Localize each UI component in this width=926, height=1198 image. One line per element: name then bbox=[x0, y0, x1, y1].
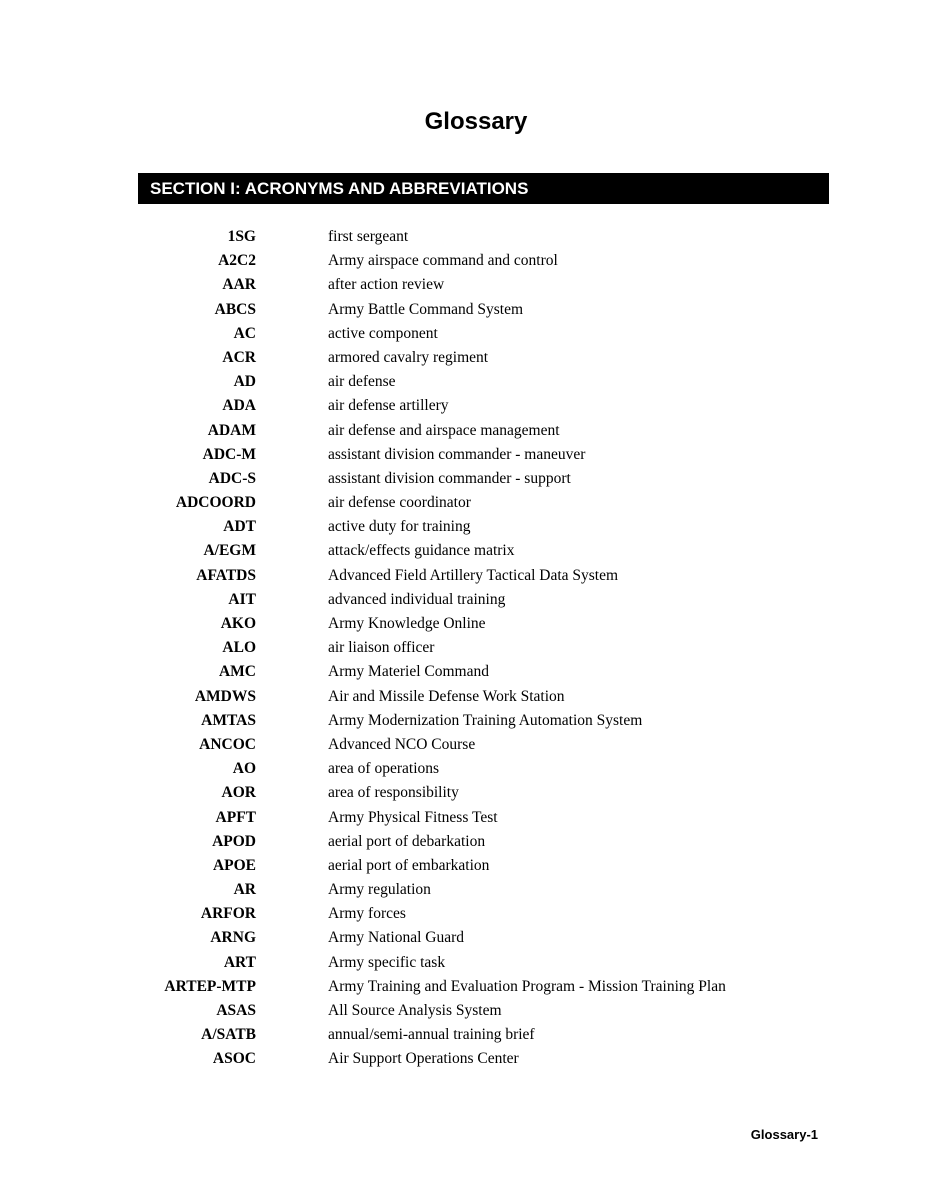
glossary-entry bbox=[0, 999, 926, 1023]
glossary-term: AOR bbox=[221, 784, 256, 802]
glossary-term: ASOC bbox=[212, 1050, 256, 1068]
glossary-term: AKO bbox=[220, 615, 256, 632]
glossary-definition: Advanced Field Artillery Tactical Data System bbox=[328, 566, 619, 584]
glossary-definition: area of operations bbox=[328, 760, 440, 778]
glossary-term: 1SG bbox=[227, 228, 256, 245]
glossary-entry bbox=[0, 249, 926, 273]
glossary-term: AIT bbox=[228, 590, 256, 608]
glossary-term: ADT bbox=[223, 518, 256, 536]
glossary-term: AMDWS bbox=[194, 687, 256, 705]
glossary-entry bbox=[0, 298, 926, 322]
glossary-term: ADCOORD bbox=[175, 494, 256, 512]
glossary-entry bbox=[0, 322, 926, 346]
glossary-term: AFATDS bbox=[196, 566, 256, 584]
glossary-definition: Air and Missile Defense Work Station bbox=[328, 687, 565, 705]
glossary-entry bbox=[0, 806, 926, 830]
glossary-term: AMTAS bbox=[201, 711, 256, 729]
glossary-definition: after action review bbox=[328, 276, 445, 294]
glossary-definition: air liaison officer bbox=[328, 639, 435, 657]
glossary-definition: All Source Analysis System bbox=[328, 1002, 502, 1019]
glossary-definition: assistant division commander - maneuver bbox=[328, 445, 586, 463]
glossary-entry bbox=[0, 467, 926, 491]
glossary-entry bbox=[0, 515, 926, 539]
glossary-term: AD bbox=[233, 373, 256, 391]
glossary-term: AR bbox=[233, 881, 256, 899]
glossary-definition: Air Support Operations Center bbox=[328, 1050, 519, 1068]
section-heading-bar bbox=[138, 173, 829, 204]
glossary-definition: Army specific task bbox=[328, 953, 446, 971]
glossary-term: ARFOR bbox=[200, 905, 256, 923]
glossary-entry bbox=[0, 225, 926, 249]
glossary-term: AMC bbox=[218, 663, 256, 681]
page-title: Glossary bbox=[424, 108, 528, 135]
glossary-definition: Advanced NCO Course bbox=[328, 735, 476, 753]
glossary-term: ACR bbox=[222, 348, 256, 366]
glossary-entry bbox=[0, 491, 926, 515]
section-heading: SECTION I: ACRONYMS AND ABBREVIATIONS bbox=[150, 179, 529, 198]
glossary-definition: advanced individual training bbox=[328, 590, 506, 608]
glossary-term: A/SATB bbox=[201, 1026, 256, 1044]
glossary-definition: aerial port of embarkation bbox=[328, 856, 490, 874]
glossary-entry bbox=[0, 733, 926, 757]
glossary-definition: Army Modernization Training Automation System bbox=[328, 711, 643, 729]
glossary-entry bbox=[0, 709, 926, 733]
glossary-entry bbox=[0, 854, 926, 878]
glossary-entry bbox=[0, 757, 926, 781]
glossary-entry bbox=[0, 781, 926, 805]
glossary-entry bbox=[0, 878, 926, 902]
glossary-term: ABCS bbox=[214, 300, 256, 318]
glossary-term: ADA bbox=[222, 397, 256, 415]
glossary-entry bbox=[0, 539, 926, 563]
glossary-definition: air defense bbox=[328, 373, 396, 391]
glossary-entry bbox=[0, 588, 926, 612]
glossary-definition: air defense coordinator bbox=[328, 494, 471, 512]
glossary-definition: attack/effects guidance matrix bbox=[328, 542, 515, 560]
glossary-term: AC bbox=[233, 324, 256, 342]
page-number: Glossary-1 bbox=[750, 1127, 818, 1142]
glossary-entry bbox=[0, 1047, 926, 1071]
glossary-entry bbox=[0, 1023, 926, 1047]
glossary-entry bbox=[0, 685, 926, 709]
glossary-entry bbox=[0, 830, 926, 854]
glossary-term: ALO bbox=[222, 639, 256, 657]
glossary-term: ADAM bbox=[207, 421, 256, 439]
glossary-definition: active duty for training bbox=[328, 518, 471, 536]
glossary-list bbox=[0, 225, 926, 1072]
glossary-definition: Army Training and Evaluation Program - Mission Training Plan bbox=[328, 977, 726, 995]
glossary-definition: armored cavalry regiment bbox=[328, 348, 489, 366]
glossary-entry bbox=[0, 612, 926, 636]
glossary-term: A/EGM bbox=[203, 542, 256, 560]
glossary-definition: assistant division commander - support bbox=[328, 469, 571, 487]
glossary-definition: Army Physical Fitness Test bbox=[328, 808, 498, 826]
glossary-definition: air defense and airspace management bbox=[328, 421, 560, 439]
glossary-definition: Army Knowledge Online bbox=[328, 615, 486, 632]
glossary-definition: annual/semi-annual training brief bbox=[328, 1026, 535, 1044]
glossary-entry bbox=[0, 564, 926, 588]
glossary-entry bbox=[0, 636, 926, 660]
glossary-term: ADC-M bbox=[202, 445, 256, 463]
glossary-definition: area of responsibility bbox=[328, 784, 459, 802]
glossary-term: ART bbox=[223, 953, 256, 971]
glossary-term: APFT bbox=[215, 808, 256, 826]
glossary-definition: first sergeant bbox=[328, 228, 409, 245]
glossary-definition: Army regulation bbox=[328, 881, 431, 899]
glossary-definition: aerial port of debarkation bbox=[328, 832, 486, 850]
glossary-term: AAR bbox=[222, 276, 256, 294]
glossary-definition: Army National Guard bbox=[328, 929, 465, 947]
glossary-entry bbox=[0, 394, 926, 418]
glossary-term: A2C2 bbox=[218, 252, 256, 270]
glossary-term: ARTEP-MTP bbox=[164, 977, 256, 995]
glossary-term: ANCOC bbox=[199, 735, 256, 753]
glossary-definition: active component bbox=[328, 324, 438, 342]
glossary-definition: Army airspace command and control bbox=[328, 252, 558, 270]
glossary-entry bbox=[0, 660, 926, 684]
glossary-definition: Army Battle Command System bbox=[328, 300, 524, 318]
glossary-term: ARNG bbox=[210, 929, 256, 947]
glossary-entry bbox=[0, 273, 926, 297]
glossary-definition: Army Materiel Command bbox=[328, 663, 489, 681]
glossary-entry bbox=[0, 951, 926, 975]
glossary-term: APOE bbox=[212, 856, 256, 874]
glossary-entry bbox=[0, 370, 926, 394]
glossary-entry bbox=[0, 926, 926, 950]
glossary-definition: air defense artillery bbox=[328, 397, 449, 415]
glossary-entry bbox=[0, 346, 926, 370]
glossary-term: APOD bbox=[212, 832, 256, 850]
glossary-definition: Army forces bbox=[328, 905, 406, 923]
glossary-entry bbox=[0, 975, 926, 999]
glossary-term: AO bbox=[232, 760, 256, 778]
glossary-term: ADC-S bbox=[208, 469, 256, 487]
glossary-entry bbox=[0, 443, 926, 467]
glossary-entry bbox=[0, 902, 926, 926]
glossary-entry bbox=[0, 419, 926, 443]
glossary-term: ASAS bbox=[216, 1002, 256, 1019]
